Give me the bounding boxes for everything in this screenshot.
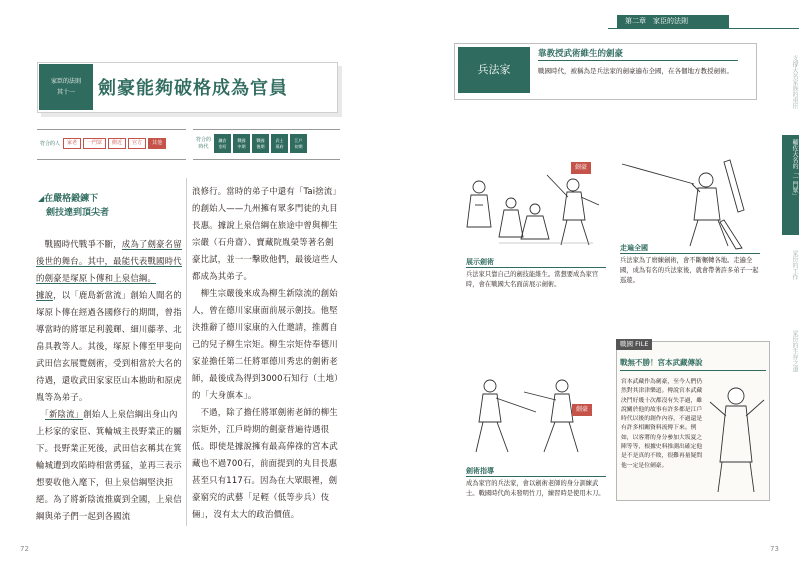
p3-text: 創始人上泉信綱出身山內上杉家的家臣、箕輪城主長野業正的屬下。長野業正死後，武田信玄稱其在箕輪城遭到攻陷時相當勇猛，並再三表示想要收他入麾下，但上泉信綱堅決拒絕。為了將新陰流推廣到全國，上泉信綱與弟子們一起到各國流 xyxy=(36,409,182,521)
kenfu-label-2: 劍豪 xyxy=(572,404,592,416)
intro-text: 戰國時代，被稱為是兵法家的劍豪遍布全國，在各個地方教授劍術。 xyxy=(538,67,733,75)
paragraph-1 xyxy=(36,236,182,287)
page-title: 劍豪能夠破格成為官員 xyxy=(98,78,288,99)
chapter-header: 第二章 家臣的法則 xyxy=(617,15,729,28)
era-sengoku-late: 戰國 後期 xyxy=(252,134,269,153)
side-tab-3: 家臣的工作 xyxy=(791,250,798,280)
illustration-instruction xyxy=(466,372,606,462)
paragraph-5: 柳生宗嚴後來成為柳生新陰流的創始人，曾在德川家康面前展示劍技。他堅決推辭了德川家康的入仕邀請，推薦自己的兒子柳生宗矩。柳生宗矩侍奉德川家並擔任第二任將軍德川秀忠的劍術老師，最後成為得到3000石知行（土地）的「大身旗本」。 xyxy=(192,288,339,400)
caption-3-rule xyxy=(466,476,606,477)
subheading-line2: 劍技達到頂尖者 xyxy=(46,208,110,218)
caption-1-text: 兵法家只靠自己的劍技能維生。當想要成為家官時，會在戰國大名面前展示劍術。 xyxy=(466,271,599,288)
paragraph-4: 浪修行。當時的弟子中還有「Tai捨流」的創始人——九州擁有眾多門徒的丸目長惠。據說上泉信綱在旅途中曾與柳生宗嚴（石舟齋）、寶藏院胤榮等著名劍豪比試，並一一擊敗他們，最後這些人都成為其弟子。 xyxy=(192,186,341,281)
tag-other: 其他 xyxy=(148,138,166,149)
sengoku-file-tag: 戰國 FILE xyxy=(616,339,652,350)
applicable-era-label xyxy=(196,137,211,151)
side-tab-2-active: 輔佐大名的「一門眾」 xyxy=(782,135,799,235)
page-number-right: 73 xyxy=(770,545,779,553)
body-column-1 xyxy=(36,236,182,536)
page-number-left: 72 xyxy=(20,545,29,553)
rule-badge xyxy=(39,64,93,110)
sengoku-file-heading: 戰無不勝！宮本武藏傳說 xyxy=(620,356,766,371)
caption-2-rule xyxy=(620,253,760,254)
chapter-rule xyxy=(608,28,799,29)
triangle-bullet-icon: ◢ xyxy=(38,194,45,203)
body-column-2 xyxy=(192,183,342,528)
divider-mid-left xyxy=(37,159,186,160)
caption-1-rule xyxy=(466,267,606,268)
intro-heading-rule xyxy=(538,60,738,61)
tag-karo: 家老 xyxy=(63,138,81,149)
caption-3-text: 成為家官的兵法家，會以劍術老師的身分訓練武士。戰國時代尚未發明竹刀，練習時是使用木刀。 xyxy=(466,480,605,497)
divider-top-right xyxy=(193,129,340,130)
p2-text: ，以「鹿島新當流」創始人聞名的塚原卜傳在經過各國修行的期間，曾指導當時的將軍足利義輝、細川藤孝、北畠具教等人。其後，塚原卜傳至甲斐向武田信玄展覽劍術，受到相當於大名的待遇，還收武田家家臣山本勘助和原虎胤等為弟子。 xyxy=(36,290,182,402)
intro-badge: 兵法家 xyxy=(458,47,530,93)
p1-pre: 戰國時代戰爭不斷， xyxy=(36,239,122,249)
caption-2 xyxy=(620,243,760,286)
illustration-travel xyxy=(620,150,760,250)
era-bakufu: 武士 幕府 xyxy=(271,134,288,153)
divider-mid-right xyxy=(193,159,340,160)
era-label-line1: 符合的 xyxy=(196,136,212,143)
era-kamakura: 鎌倉 室町 xyxy=(214,134,231,153)
intro-heading: 靠教授武術維生的劍豪 xyxy=(538,49,624,59)
era-edo: 江戶 初期 xyxy=(290,134,307,153)
p3-highlight: 「新陰流」 xyxy=(44,409,84,419)
column-divider xyxy=(186,178,187,526)
sengoku-file-text: 宮本武藏作為劍豪，至今人們仍然對其津津樂道。傳說宮本武藏決鬥好幾十次都沒有失手過，雖說關於他的故事有許多都是江戶時代以後的創作內容，不過還是有許多相關資料流傳下來。例如，以客將的身分參加大坂夏之陣等等，根據史料推測出確定他是不是真的不敗，很難再量疑問他一定是位劍豪。 xyxy=(621,379,703,469)
section-subheading xyxy=(38,192,109,220)
caption-3-title: 劍術指導 xyxy=(466,467,494,475)
tag-sokkin: 側近 xyxy=(108,138,126,149)
caption-3 xyxy=(466,466,606,499)
rule-badge-line1: 家臣的法則 xyxy=(50,78,81,85)
subheading-line1: 在嚴格鍛鍊下 xyxy=(44,194,99,204)
p3-pre xyxy=(36,409,45,419)
side-tab-1: 支撐大名家族的重臣 xyxy=(791,55,798,109)
illustration-demonstration xyxy=(463,165,603,255)
tag-ichimonshu: 一門眾 xyxy=(83,138,106,149)
divider-top-left xyxy=(37,129,186,130)
illustration-musashi xyxy=(706,382,766,497)
kenfu-label-1: 劍豪 xyxy=(571,162,591,174)
rule-badge-line2: 其十一 xyxy=(56,89,75,96)
applicable-people-label: 符合的人 xyxy=(40,140,61,147)
p1-highlight: 成為了劍豪名留後世的舞台。其中，最能代表戰國時代的劍豪是塚原卜傳和上泉信綱。 xyxy=(36,239,182,283)
p2-highlight: 據說 xyxy=(36,290,54,300)
side-tab-4: 家臣的生存之道 xyxy=(791,330,798,372)
applicable-people-row xyxy=(40,137,168,149)
caption-2-title: 走遍全國 xyxy=(620,244,648,252)
paragraph-6: 不過，除了擔任將軍劍術老師的柳生宗矩外，江戶時期的劍豪普遍待遇很低。即使是據說擁有最高俸祿的宮本武藏也不過700石，前面提到的丸目長惠甚至只有117石。因為在大眾眼裡，劍豪窮究的武藝「足輕（低等步兵）伎倆」，沒有太大的政治價值。 xyxy=(192,407,338,519)
era-label-line2: 時代 xyxy=(198,143,209,150)
caption-1-title: 展示劍術 xyxy=(466,258,494,266)
era-sengoku-mid: 戰國 中期 xyxy=(233,134,250,153)
caption-2-text: 兵法家為了磨練劍術，會不斷輾轉各地。走遍全國，成為有名的兵法家後，就會帶著許多弟子一起巡遊。 xyxy=(620,257,759,284)
paragraph-3 xyxy=(36,406,182,525)
paragraph-2 xyxy=(36,287,182,406)
caption-1 xyxy=(466,257,606,290)
tag-kanpo: 官方 xyxy=(128,138,146,149)
applicable-era-row xyxy=(196,134,309,153)
